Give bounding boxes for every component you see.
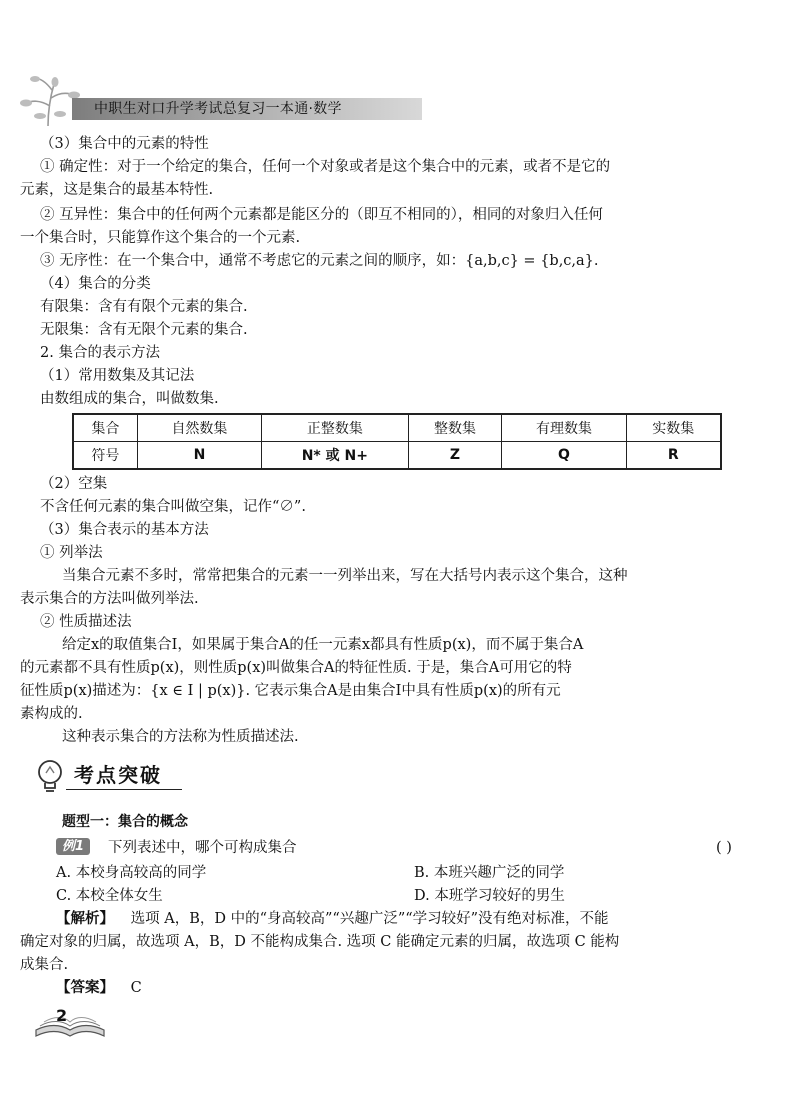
- heading-basic-methods: （3）集合表示的基本方法: [40, 522, 209, 538]
- option-a: A. 本校身高较高的同学: [56, 865, 207, 881]
- para-number-set-def: 由数组成的集合，叫做数集.: [40, 391, 219, 407]
- heading-element-properties: （3）集合中的元素的特性: [40, 136, 209, 152]
- para-finite-set: 有限集：含有有限个元素的集合.: [40, 299, 248, 315]
- table-cell: N: [137, 442, 261, 470]
- section-underline: [66, 789, 182, 790]
- answer-line: [56, 978, 142, 998]
- option-d: D. 本班学习较好的男生: [414, 888, 565, 904]
- answer-value: C: [130, 980, 142, 996]
- heading-listing-method: ① 列举法: [40, 545, 103, 561]
- table-cell: 正整数集: [262, 414, 409, 442]
- table-cell: Q: [502, 442, 626, 470]
- table-header-row: [73, 414, 721, 442]
- para-determinacy-2: 元素，这是集合的最基本特性.: [20, 182, 214, 198]
- para-infinite-set: 无限集：含有无限个元素的集合.: [40, 322, 248, 338]
- para-description-1: 给定x的取值集合I，如果属于集合A的任一元素x都具有性质p(x)，而不属于集合A: [62, 637, 584, 653]
- heading-representation: 2. 集合的表示方法: [40, 345, 160, 361]
- lightbulb-icon: [32, 758, 68, 794]
- para-listing-1: 当集合元素不多时，常常把集合的元素一一列举出来，写在大括号内表示这个集合，这种: [62, 568, 628, 584]
- para-distinctness-1: ② 互异性：集合中的任何两个元素都是能区分的（即互不相同的），相同的对象归入任何: [40, 207, 603, 223]
- para-description-4: 素构成的.: [20, 706, 83, 722]
- para-description-summary: 这种表示集合的方法称为性质描述法.: [62, 729, 299, 745]
- question-type-heading: 题型一：集合的概念: [62, 814, 188, 830]
- analysis-tag: 【解析】: [56, 911, 114, 927]
- table-cell: 集合: [73, 414, 137, 442]
- para-unordered: ③ 无序性：在一个集合中，通常不考虑它的元素之间的顺序，如：{a,b,c} = {b,c,a}.: [40, 253, 599, 269]
- heading-empty-set: （2）空集: [40, 476, 108, 492]
- table-cell: 符号: [73, 442, 137, 470]
- table-cell: 有理数集: [502, 414, 626, 442]
- heading-classification: （4）集合的分类: [40, 276, 151, 292]
- page-number: 2: [56, 1006, 68, 1025]
- table-cell: R: [626, 442, 721, 470]
- para-empty-set: 不含任何元素的集合叫做空集，记作“∅”.: [40, 499, 306, 515]
- table-cell: 整数集: [408, 414, 502, 442]
- table-cell: N* 或 N+: [262, 442, 409, 470]
- para-listing-2: 表示集合的方法叫做列举法.: [20, 591, 199, 607]
- table-cell: Z: [408, 442, 502, 470]
- analysis-text-1: 选项 A，B，D 中的“身高较高”“兴趣广泛”“学习较好”没有绝对标准，不能: [130, 911, 609, 927]
- analysis-line-2: 确定对象的归属，故选项 A，B，D 不能构成集合. 选项 C 能确定元素的归属，故选项 C 能构: [20, 934, 620, 950]
- table-cell: 实数集: [626, 414, 721, 442]
- answer-tag: 【答案】: [56, 980, 114, 996]
- number-set-table: [72, 413, 722, 470]
- analysis-line-1: [56, 909, 609, 929]
- para-distinctness-2: 一个集合时，只能算作这个集合的一个元素.: [20, 230, 301, 246]
- para-determinacy-1: ① 确定性：对于一个给定的集合，任何一个对象或者是这个集合中的元素，或者不是它的: [40, 159, 611, 175]
- option-c: C. 本校全体女生: [56, 888, 163, 904]
- header-title: 中职生对口升学考试总复习一本通·数学: [94, 101, 342, 117]
- open-book-icon: [34, 1006, 106, 1040]
- section-title: 考点突破: [74, 763, 162, 787]
- option-b: B. 本班兴趣广泛的同学: [414, 865, 565, 881]
- para-description-2: 的元素都不具有性质p(x)，则性质p(x)叫做集合A的特征性质. 于是，集合A可用它的特: [20, 660, 572, 676]
- example-badge: 例1: [56, 838, 90, 855]
- para-description-3: 征性质p(x)描述为：{x ∈ I | p(x)}. 它表示集合A是由集合I中具有性质p(x)的所有元: [20, 683, 561, 699]
- heading-number-sets: （1）常用数集及其记法: [40, 368, 195, 384]
- analysis-line-3: 成集合.: [20, 957, 69, 973]
- heading-description-method: ② 性质描述法: [40, 614, 132, 630]
- table-symbol-row: [73, 442, 721, 470]
- table-cell: 自然数集: [137, 414, 261, 442]
- answer-blank: ( ): [716, 840, 732, 856]
- question-text: 下列表述中，哪个可构成集合: [108, 840, 297, 856]
